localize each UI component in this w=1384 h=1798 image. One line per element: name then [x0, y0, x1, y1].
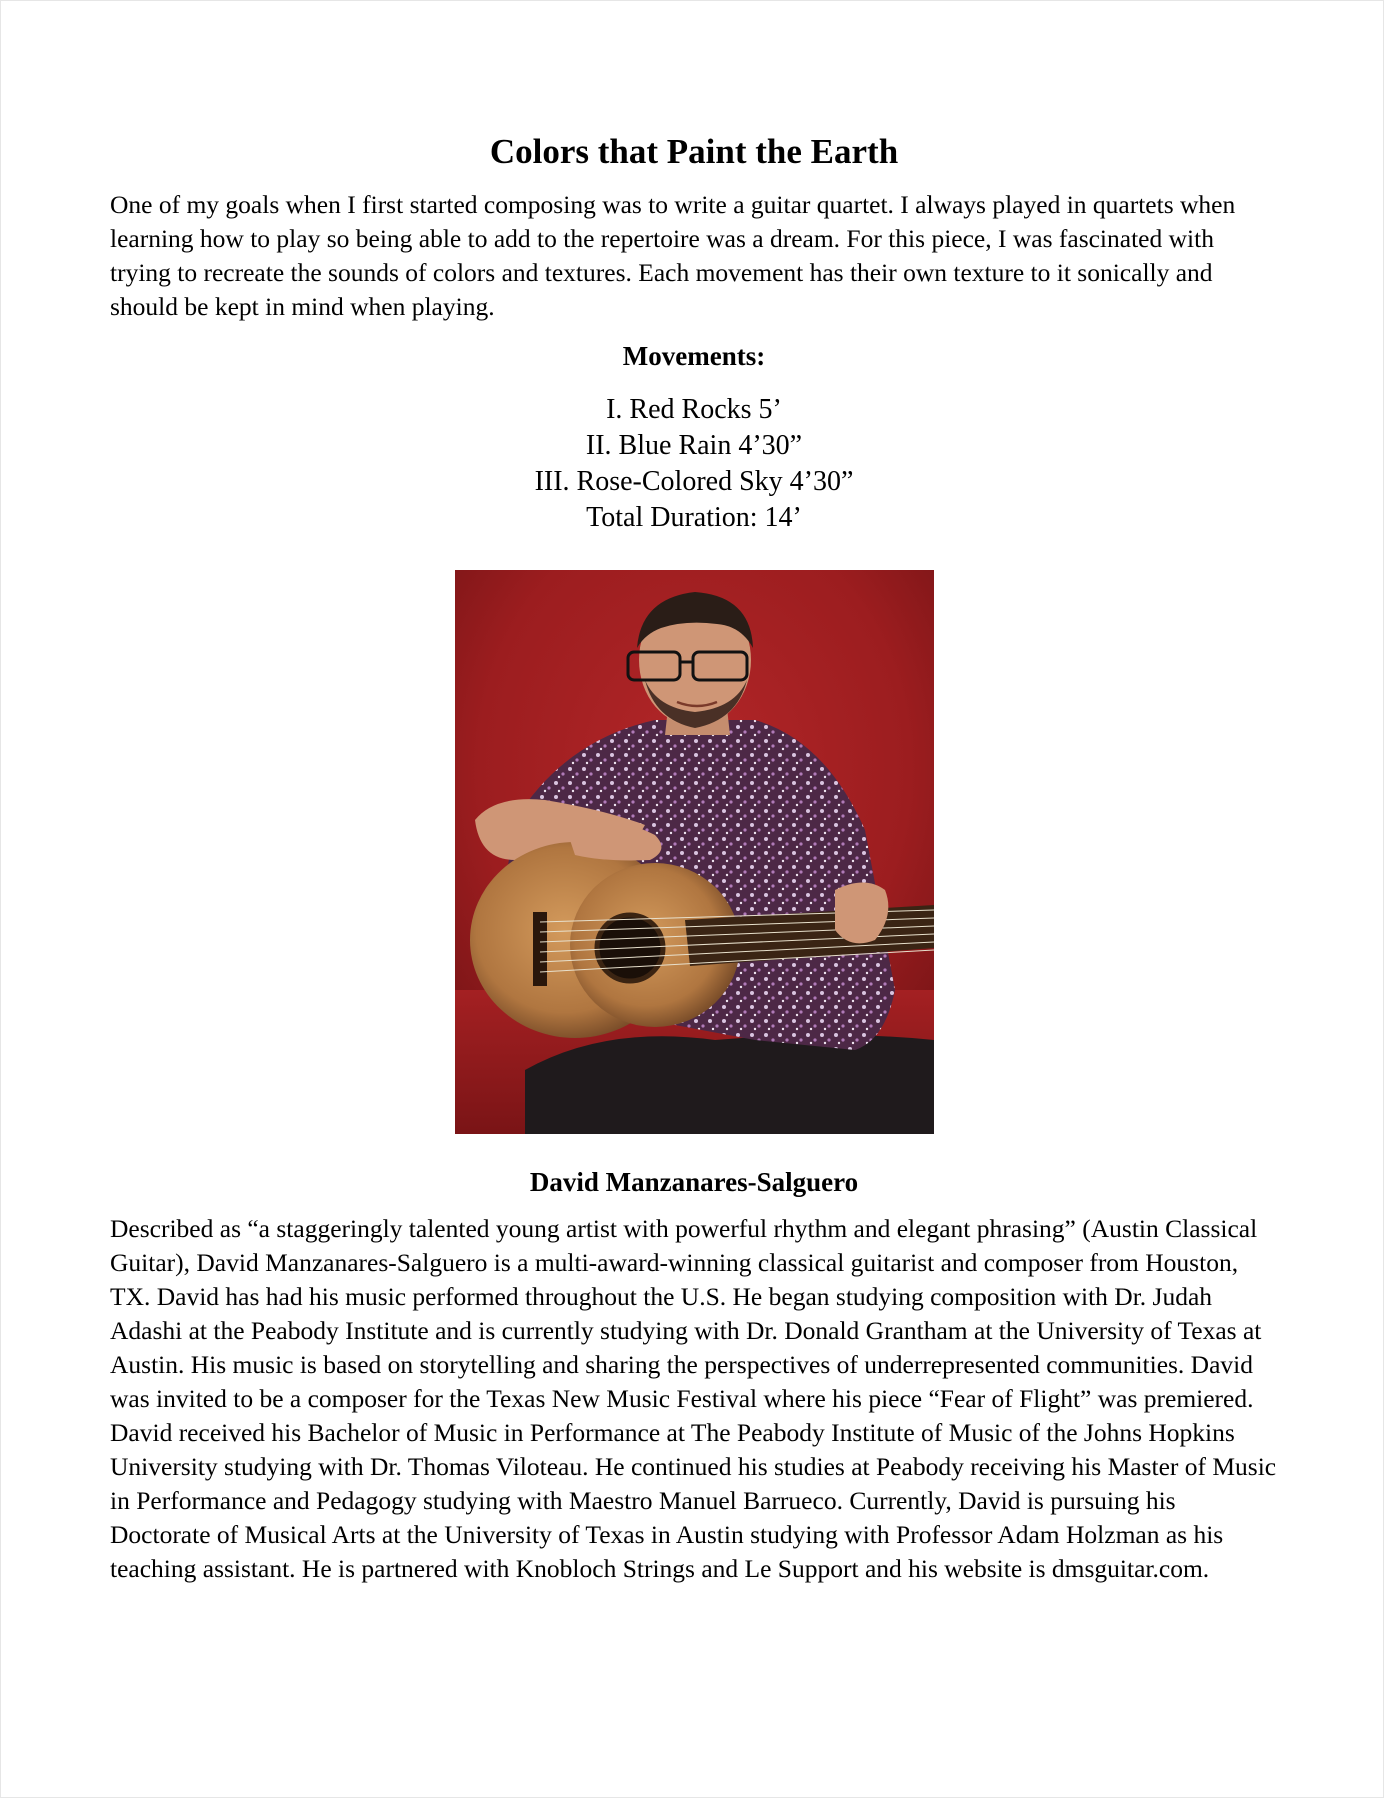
- intro-paragraph: One of my goals when I first started composing was to write a guitar quartet. I always played in quartets when learning how to play so being able to add to the repertoire was a dream. For this piece, I was fascinated with trying to recreate the sounds of colors and textures. Each movement has their own texture to it sonically and should be kept in mind when playing.: [110, 190, 1236, 321]
- document-title: Colors that Paint the Earth: [489, 132, 899, 171]
- total-duration: Total Duration: 14’: [586, 502, 802, 533]
- movement-item: I. Red Rocks 5’: [606, 394, 782, 425]
- composer-photo: [455, 570, 934, 1134]
- movement-item: III. Rose-Colored Sky 4’30”: [534, 466, 854, 497]
- movements-heading: Movements:: [622, 341, 766, 371]
- composer-bio: Described as “a staggeringly talented young artist with powerful rhythm and elegant phrasing” (Austin Classical Guitar), David Manzanares-Salguero is a multi-award-winning classical guitarist and composer from Houston, TX. David has had his music performed throughout the U.S. He began studying composition with Dr. Judah Adashi at the Peabody Institute and is currently studying with Dr. Donald Grantham at the University of Texas at Austin. His music is based on storytelling and sharing the perspectives of underrepresented communities. David was invited to be a composer for the Texas New Music Festival where his piece “Fear of Flight” was premiered. David received his Bachelor of Music in Performance at The Peabody Institute of Music of the Johns Hopkins University studying with Dr. Thomas Viloteau. He continued his studies at Peabody receiving his Master of Music in Performance and Pedagogy studying with Maestro Manuel Barrueco. Currently, David is pursuing his Doctorate of Musical Arts at the University of Texas in Austin studying with Professor Adam Holzman as his teaching assistant. He is partnered with Knobloch Strings and Le Support and his website is dmsguitar.com.: [110, 1214, 1277, 1583]
- document-body: [110, 128, 1278, 1586]
- composer-name: David Manzanares-Salguero: [529, 1167, 859, 1197]
- composer-portrait-image: [455, 570, 934, 1134]
- movement-item: II. Blue Rain 4’30”: [585, 430, 803, 461]
- movements-list: [110, 392, 1278, 536]
